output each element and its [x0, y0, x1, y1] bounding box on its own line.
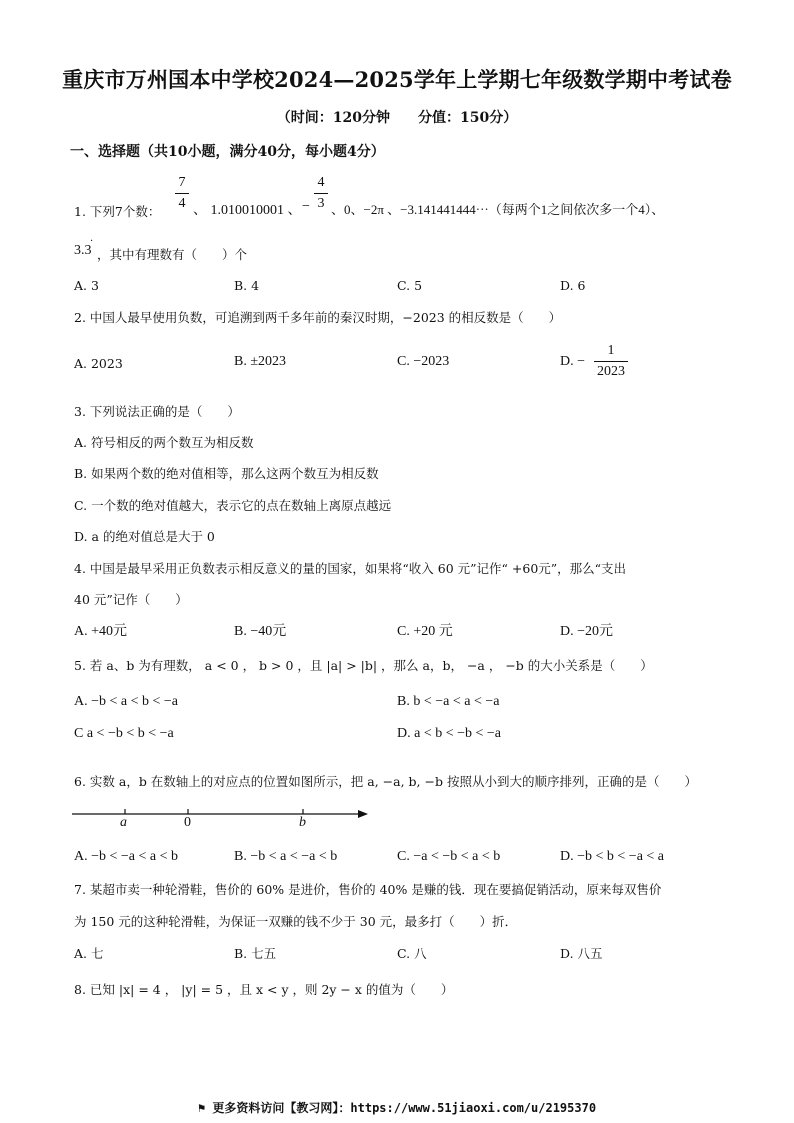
- q7-option-b: B. 七五: [234, 946, 277, 961]
- q3-option-c: C. 一个数的绝对值越大，表示它的点在数轴上离原点越远: [74, 498, 392, 513]
- q1-fraction-1: 7 4: [175, 175, 189, 212]
- q6-option-b: B. −b < a < −a < b: [234, 849, 338, 864]
- q1-option-b: B. 4: [234, 278, 260, 293]
- q4-option-a: A. +40元: [74, 624, 128, 639]
- q5-text: 5. 若 a、b 为有理数， a < 0 ， b > 0 ，且 |a| > |b| ，那么 a，b， −a ， −b 的大小关系是（ ）: [74, 658, 653, 673]
- q2-option-b: B. ±2023: [234, 354, 287, 369]
- q1-prefix: 1. 下列7个数：: [74, 204, 161, 219]
- q8-text: 8. 已知 |x| = 4 ， |y| = 5 ，且 x < y ，则 2y − x 的值为（ ）: [74, 982, 454, 997]
- q3-option-d: D. a 的绝对值总是大于 0: [74, 529, 215, 544]
- section-title: 一、选择题（共10小题，满分40分，每小题4分）: [70, 144, 385, 160]
- q4-line-1: 4. 中国是最早采用正负数表示相反意义的量的国家，如果将“收入 60 元”记作“ +60元”，那么“支出: [74, 561, 627, 576]
- q3-option-b: B. 如果两个数的绝对值相等，那么这两个数互为相反数: [74, 466, 379, 481]
- axis-label-b: b: [299, 815, 306, 830]
- q1-repeating-decimal: 3.3: [74, 243, 92, 258]
- q3-option-a: A. 符号相反的两个数互为相反数: [74, 435, 254, 450]
- q1-option-d: D. 6: [560, 278, 586, 293]
- q4-option-d: D. −20元: [560, 624, 614, 639]
- q6-text: 6. 实数 a，b 在数轴上的对应点的位置如图所示，把 a, −a, b, −b 按照从小到大的顺序排列，正确的是（ ）: [74, 774, 697, 789]
- q5-option-b: B. b < −a < a < −a: [397, 694, 500, 709]
- q3-text: 3. 下列说法正确的是（ ）: [74, 404, 240, 419]
- q1-option-a: A. 3: [74, 278, 99, 293]
- q1-question: ，其中有理数有（ ）个: [97, 247, 248, 262]
- q1-fraction-2: 4 3: [314, 175, 328, 212]
- q1-numbers-3: 、0、−2π 、−3.141441444⋯（每两个1之间依次多一个4）、: [331, 202, 665, 217]
- q5-option-a: A. −b < a < b < −a: [74, 694, 179, 709]
- q4-option-b: B. −40元: [234, 624, 287, 639]
- q1-option-c: C. 5: [397, 278, 423, 293]
- q7-option-d: D. 八五: [560, 946, 603, 961]
- q5-option-d: D. a < b < −b < −a: [397, 726, 502, 741]
- q4-option-c: C. +20 元: [397, 624, 453, 639]
- exam-title: 重庆市万州国本中学校2024—2025学年上学期七年级数学期中考试卷: [62, 67, 732, 92]
- q1-number-2: 、 1.010010001 、: [193, 203, 302, 218]
- arrow-head-icon: [358, 810, 368, 818]
- q5-option-c: C a < −b < b < −a: [74, 726, 174, 741]
- q2-option-c: C. −2023: [397, 354, 450, 369]
- q2-option-d-fraction: 1 2023: [594, 343, 628, 380]
- q1-fraction-2-sign: −: [302, 199, 310, 214]
- number-line: [70, 804, 380, 836]
- q7-line-2: 为 150 元的这种轮滑鞋，为保证一双赚的钱不少于 30 元，最多打（ ）折．: [74, 914, 518, 929]
- q6-option-c: C. −a < −b < a < b: [397, 849, 501, 864]
- q7-option-a: A. 七: [74, 946, 104, 961]
- q2-text: 2. 中国人最早使用负数，可追溯到两千多年前的秦汉时期，−2023 的相反数是（ ）: [74, 310, 562, 325]
- q7-option-c: C. 八: [397, 946, 427, 961]
- axis-label-a: a: [120, 815, 127, 830]
- exam-subtitle: （时间：120分钟 分值：150分）: [276, 110, 518, 126]
- q2-option-d: D. −: [560, 354, 586, 369]
- repeating-dot-icon: ·: [90, 236, 94, 247]
- q6-option-d: D. −b < b < −a < a: [560, 849, 665, 864]
- q7-line-1: 7. 某超市卖一种轮滑鞋，售价的 60% 是进价，售价的 40% 是赚的钱．现在要搞促销活动，原来每双售价: [74, 882, 662, 897]
- q4-line-2: 40 元”记作（ ）: [74, 592, 188, 607]
- footer-link[interactable]: ⚑ 更多资料访问【教习网】：https://www.51jiaoxi.com/u/2195370: [197, 1101, 597, 1115]
- q6-option-a: A. −b < −a < a < b: [74, 849, 179, 864]
- axis-label-zero: 0: [184, 815, 191, 830]
- q2-option-a: A. 2023: [74, 356, 123, 371]
